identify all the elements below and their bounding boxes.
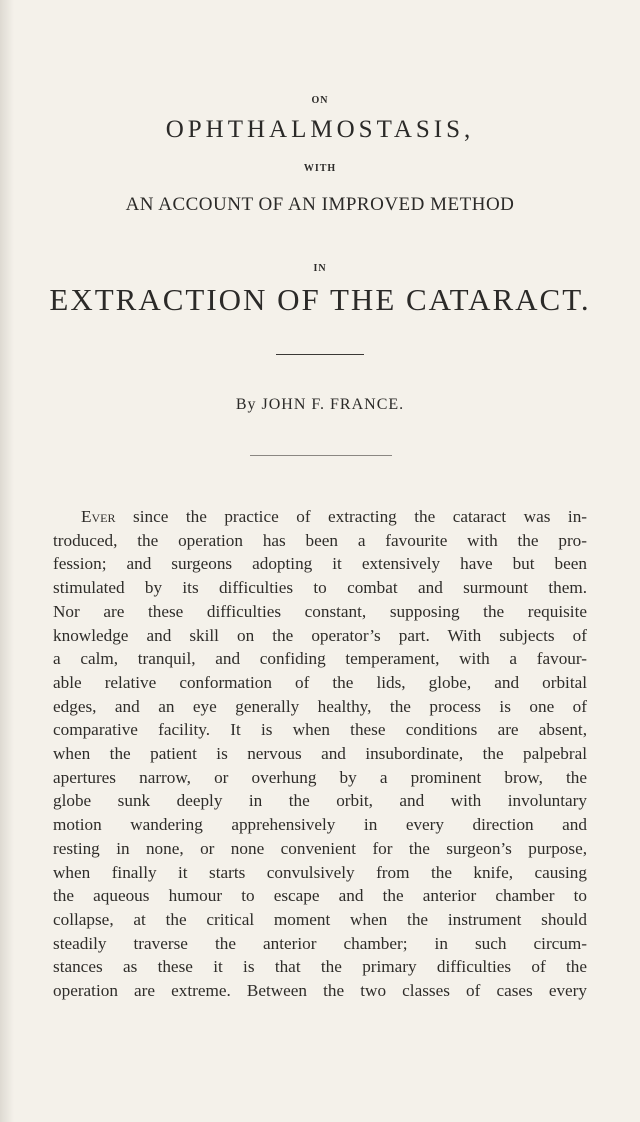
body-line: when the patient is nervous and insubordinate, the palpebral [53, 744, 587, 764]
body-line: comparative facility. It is when these conditions are absent, [53, 720, 587, 740]
title-with: WITH [303, 163, 337, 174]
body-line: motion wandering apprehensively in every direction and [53, 815, 587, 835]
body-paragraph [53, 505, 587, 1003]
body-line: globe sunk deeply in the orbit, and with involuntary [53, 791, 587, 811]
body-line: the aqueous humour to escape and the anterior chamber to [53, 886, 587, 906]
author-name: JOHN F. FRANCE. [261, 396, 405, 413]
body-line: Nor are these difficulties constant, supposing the requisite [53, 601, 587, 621]
body-line: Ever since the practice of extracting the cataract was in- [81, 507, 588, 526]
title-divider [276, 354, 364, 355]
body-line: collapse, at the critical moment when the instrument should [53, 909, 587, 929]
main-title: OPHTHALMOSTASIS, [165, 116, 475, 143]
subtitle: AN ACCOUNT OF AN IMPROVED METHOD [125, 194, 515, 215]
body-line: stimulated by its difficulties to combat and surmount them. [53, 578, 587, 598]
author-line [0, 396, 640, 414]
body-line: fession; and surgeons adopting it extensively have but been [53, 554, 587, 574]
first-word: Ever [81, 507, 116, 526]
title-on: ON [311, 95, 329, 106]
body-line: troduced, the operation has been a favourite with the pro- [53, 530, 587, 550]
body-line: knowledge and skill on the operator’s part. With subjects of [53, 625, 587, 645]
title-in: IN [313, 263, 327, 274]
body-line: resting in none, or none convenient for the surgeon’s purpose, [53, 838, 587, 858]
extraction-title: EXTRACTION OF THE CATARACT. [49, 282, 591, 317]
body-line: steadily traverse the anterior chamber; in such circum- [53, 933, 587, 953]
body-line: stances as these it is that the primary difficulties of the [53, 957, 587, 977]
body-line: apertures narrow, or overhung by a prominent brow, the [53, 767, 587, 787]
author-divider [250, 455, 392, 456]
body-line: operation are extreme. Between the two classes of cases every [53, 981, 587, 1001]
body-line: able relative conformation of the lids, globe, and orbital [53, 672, 587, 692]
author-by: By [235, 396, 257, 413]
body-line: edges, and an eye generally healthy, the process is one of [53, 696, 587, 716]
body-line: a calm, tranquil, and confiding temperament, with a favour- [53, 649, 587, 669]
body-line: when finally it starts convulsively from the knife, causing [53, 862, 587, 882]
